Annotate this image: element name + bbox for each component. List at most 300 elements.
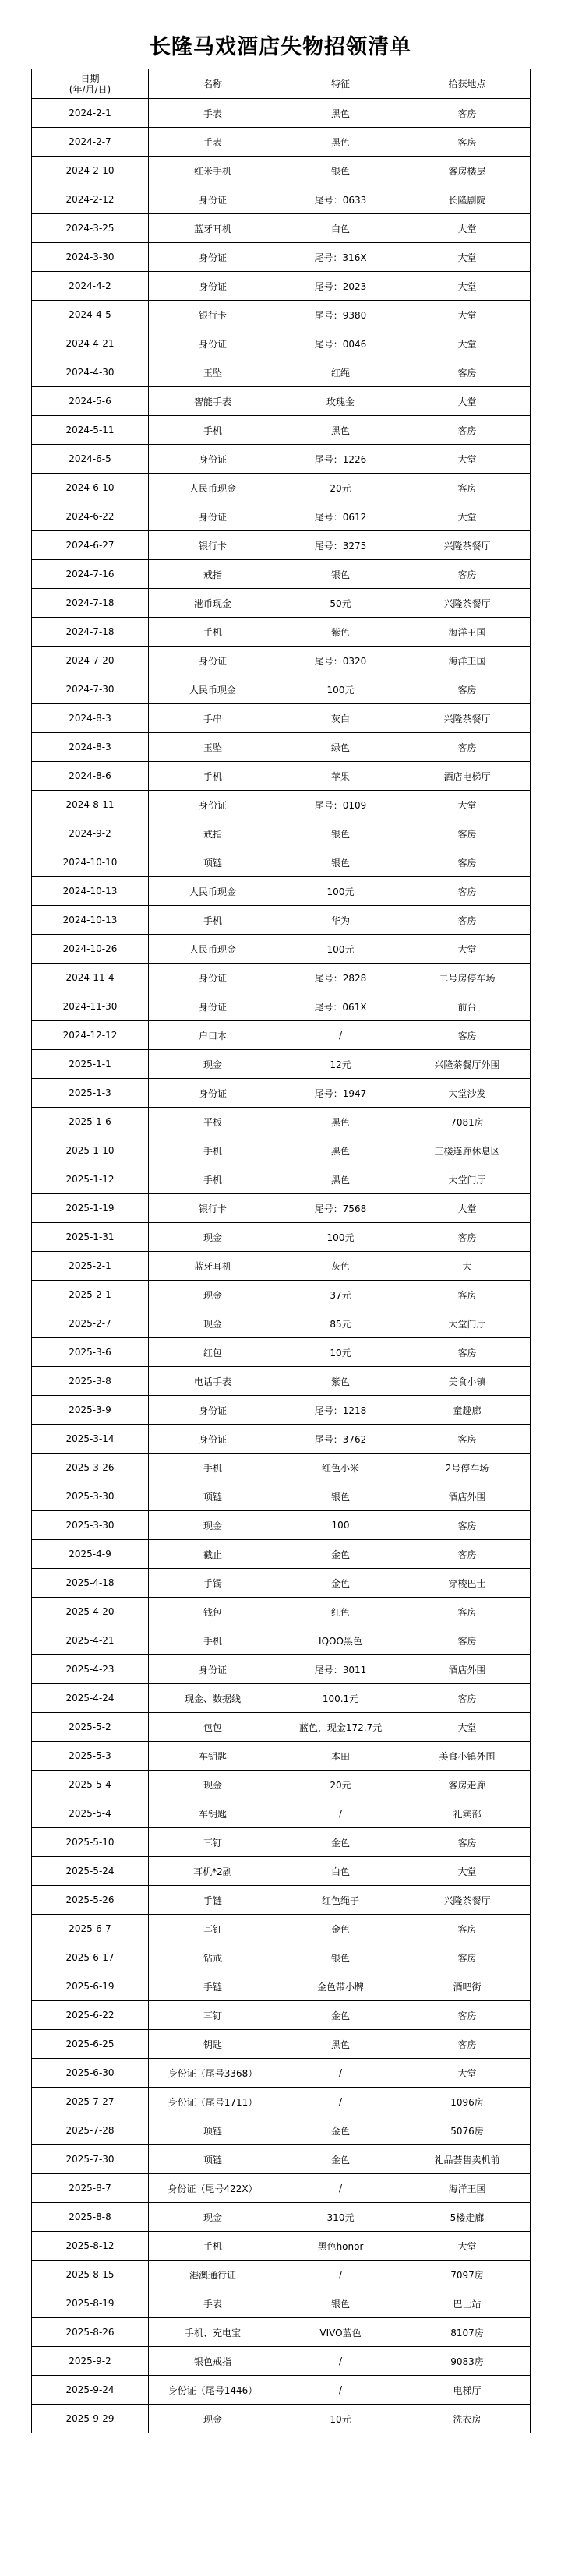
cell-name: 钥匙: [149, 2030, 277, 2059]
cell-feature: /: [277, 2088, 404, 2116]
cell-date: 2025-5-4: [32, 1771, 149, 1799]
cell-location: 巴士站: [404, 2289, 531, 2318]
cell-location: 客房: [404, 358, 531, 387]
table-row: [32, 2088, 531, 2116]
cell-location: 美食小镇: [404, 1367, 531, 1396]
table-row: [32, 1828, 531, 1857]
cell-location: 海洋王国: [404, 618, 531, 647]
cell-location: 二号房停车场: [404, 964, 531, 992]
table-row: [32, 1194, 531, 1223]
cell-location: 礼品荟售卖机前: [404, 2145, 531, 2174]
cell-feature: 50元: [277, 589, 404, 618]
cell-date: 2025-3-30: [32, 1482, 149, 1511]
table-row: [32, 733, 531, 762]
cell-feature: 黑色: [277, 416, 404, 445]
cell-date: 2024-8-11: [32, 791, 149, 819]
cell-feature: 白色: [277, 214, 404, 243]
table-row: [32, 1511, 531, 1540]
cell-feature: 100元: [277, 675, 404, 704]
cell-name: 现金: [149, 1050, 277, 1079]
cell-date: 2025-3-30: [32, 1511, 149, 1540]
cell-location: 客房: [404, 1338, 531, 1367]
table-row: [32, 1742, 531, 1771]
cell-date: 2025-8-19: [32, 2289, 149, 2318]
cell-date: 2025-2-1: [32, 1252, 149, 1281]
cell-location: 客房: [404, 733, 531, 762]
table-row: [32, 1626, 531, 1655]
cell-location: 美食小镇外围: [404, 1742, 531, 1771]
cell-location: 客房: [404, 675, 531, 704]
table-row: [32, 272, 531, 301]
cell-date: 2024-4-21: [32, 329, 149, 358]
cell-feature: 金色: [277, 1569, 404, 1598]
table-row: [32, 474, 531, 502]
cell-date: 2025-8-12: [32, 2232, 149, 2261]
cell-date: 2025-6-19: [32, 1972, 149, 2001]
cell-feature: 银色: [277, 819, 404, 848]
table-row: [32, 1108, 531, 1136]
table-row: [32, 647, 531, 675]
table-row: [32, 1309, 531, 1338]
table-row: [32, 935, 531, 964]
cell-feature: /: [277, 1799, 404, 1828]
cell-name: 身份证: [149, 992, 277, 1021]
table-row: [32, 964, 531, 992]
cell-date: 2025-6-7: [32, 1915, 149, 1943]
cell-location: 大堂: [404, 1857, 531, 1886]
cell-name: 智能手表: [149, 387, 277, 416]
header-location: 拾获地点: [404, 69, 531, 99]
cell-date: 2025-3-9: [32, 1396, 149, 1425]
cell-location: 客房: [404, 99, 531, 128]
cell-location: 大堂: [404, 243, 531, 272]
cell-feature: 尾号：2828: [277, 964, 404, 992]
cell-feature: 金色: [277, 2145, 404, 2174]
cell-feature: 红绳: [277, 358, 404, 387]
cell-location: 9083房: [404, 2347, 531, 2376]
cell-date: 2025-9-24: [32, 2376, 149, 2405]
cell-feature: /: [277, 1021, 404, 1050]
table-row: [32, 157, 531, 185]
cell-date: 2025-1-6: [32, 1108, 149, 1136]
cell-name: 身份证: [149, 502, 277, 531]
cell-date: 2025-5-10: [32, 1828, 149, 1857]
cell-feature: 银色: [277, 560, 404, 589]
cell-date: 2024-6-27: [32, 531, 149, 560]
cell-name: 蓝牙耳机: [149, 1252, 277, 1281]
table-row: [32, 416, 531, 445]
cell-feature: 紫色: [277, 1367, 404, 1396]
table-row: [32, 2318, 531, 2347]
cell-name: 手机: [149, 416, 277, 445]
cell-name: 车钥匙: [149, 1799, 277, 1828]
cell-feature: 100.1元: [277, 1684, 404, 1713]
table-row: [32, 2289, 531, 2318]
cell-name: 项链: [149, 2116, 277, 2145]
cell-location: 5076房: [404, 2116, 531, 2145]
table-row: [32, 589, 531, 618]
cell-feature: 尾号：0633: [277, 185, 404, 214]
table-row: [32, 1223, 531, 1252]
cell-location: 洗衣房: [404, 2405, 531, 2433]
cell-date: 2025-1-10: [32, 1136, 149, 1165]
cell-name: 手机: [149, 906, 277, 935]
cell-date: 2025-3-14: [32, 1425, 149, 1454]
cell-location: 兴隆茶餐厅: [404, 704, 531, 733]
cell-name: 身份证: [149, 1079, 277, 1108]
cell-feature: 10元: [277, 2405, 404, 2433]
cell-date: 2025-2-1: [32, 1281, 149, 1309]
table-row: [32, 2261, 531, 2289]
cell-name: 项链: [149, 2145, 277, 2174]
cell-feature: 尾号：0612: [277, 502, 404, 531]
cell-date: 2025-2-7: [32, 1309, 149, 1338]
cell-name: 手链: [149, 1972, 277, 2001]
cell-date: 2025-4-21: [32, 1626, 149, 1655]
cell-date: 2024-11-4: [32, 964, 149, 992]
cell-name: 戒指: [149, 819, 277, 848]
cell-feature: 红色绳子: [277, 1886, 404, 1915]
cell-name: 人民币现金: [149, 877, 277, 906]
cell-name: 港币现金: [149, 589, 277, 618]
cell-date: 2024-6-22: [32, 502, 149, 531]
table-row: [32, 1252, 531, 1281]
cell-date: 2024-7-18: [32, 618, 149, 647]
cell-date: 2025-7-28: [32, 2116, 149, 2145]
cell-date: 2025-1-31: [32, 1223, 149, 1252]
cell-location: 客房: [404, 1425, 531, 1454]
table-row: [32, 675, 531, 704]
cell-name: 耳机*2副: [149, 1857, 277, 1886]
cell-name: 红米手机: [149, 157, 277, 185]
cell-name: 身份证: [149, 272, 277, 301]
cell-location: 1096房: [404, 2088, 531, 2116]
cell-date: 2025-8-7: [32, 2174, 149, 2203]
cell-name: 钱包: [149, 1598, 277, 1626]
cell-name: 现金: [149, 1223, 277, 1252]
cell-name: 现金: [149, 1511, 277, 1540]
table-header-row: [32, 69, 531, 99]
cell-name: 手机: [149, 1136, 277, 1165]
cell-feature: /: [277, 2376, 404, 2405]
table-row: [32, 1079, 531, 1108]
table-row: [32, 531, 531, 560]
cell-feature: 20元: [277, 1771, 404, 1799]
cell-location: 大堂: [404, 935, 531, 964]
cell-name: 银色戒指: [149, 2347, 277, 2376]
cell-location: 客房: [404, 474, 531, 502]
cell-feature: 灰白: [277, 704, 404, 733]
cell-date: 2025-6-17: [32, 1943, 149, 1972]
cell-date: 2024-4-5: [32, 301, 149, 329]
table-row: [32, 1021, 531, 1050]
cell-feature: /: [277, 2059, 404, 2088]
cell-feature: 尾号：1947: [277, 1079, 404, 1108]
cell-date: 2025-1-1: [32, 1050, 149, 1079]
cell-location: 客房: [404, 128, 531, 157]
cell-feature: 100元: [277, 877, 404, 906]
cell-feature: 尾号：3011: [277, 1655, 404, 1684]
cell-feature: 华为: [277, 906, 404, 935]
table-row: [32, 128, 531, 157]
cell-location: 大堂: [404, 445, 531, 474]
cell-feature: 黑色: [277, 1165, 404, 1194]
cell-date: 2024-10-26: [32, 935, 149, 964]
cell-feature: 银色: [277, 2289, 404, 2318]
cell-location: 客房: [404, 1684, 531, 1713]
cell-date: 2025-8-8: [32, 2203, 149, 2232]
cell-name: 现金、数据线: [149, 1684, 277, 1713]
table-row: [32, 2347, 531, 2376]
cell-feature: 20元: [277, 474, 404, 502]
cell-location: 酒店外围: [404, 1482, 531, 1511]
cell-location: 客房: [404, 1511, 531, 1540]
cell-feature: 黑色: [277, 1136, 404, 1165]
cell-date: 2025-1-3: [32, 1079, 149, 1108]
cell-feature: 金色: [277, 2001, 404, 2030]
table-row: [32, 1050, 531, 1079]
cell-feature: 玫瑰金: [277, 387, 404, 416]
cell-feature: 银色: [277, 157, 404, 185]
cell-name: 现金: [149, 1771, 277, 1799]
cell-name: 手机: [149, 762, 277, 791]
cell-date: 2024-3-25: [32, 214, 149, 243]
cell-location: 兴隆茶餐厅: [404, 1886, 531, 1915]
table-row: [32, 1454, 531, 1482]
cell-feature: VIVO蓝色: [277, 2318, 404, 2347]
table-row: [32, 1598, 531, 1626]
cell-date: 2024-8-3: [32, 704, 149, 733]
cell-feature: 金色带小牌: [277, 1972, 404, 2001]
cell-date: 2024-3-30: [32, 243, 149, 272]
cell-feature: 尾号：2023: [277, 272, 404, 301]
cell-name: 现金: [149, 2203, 277, 2232]
cell-feature: 尾号：7568: [277, 1194, 404, 1223]
cell-name: 截止: [149, 1540, 277, 1569]
cell-location: 前台: [404, 992, 531, 1021]
cell-location: 酒店电梯厅: [404, 762, 531, 791]
cell-location: 客房: [404, 1021, 531, 1050]
cell-name: 身份证: [149, 185, 277, 214]
cell-date: 2025-4-24: [32, 1684, 149, 1713]
cell-location: 三楼连廊休息区: [404, 1136, 531, 1165]
cell-name: 手机: [149, 1626, 277, 1655]
cell-date: 2024-8-6: [32, 762, 149, 791]
cell-location: 大: [404, 1252, 531, 1281]
cell-name: 手表: [149, 2289, 277, 2318]
cell-name: 身份证（尾号1711）: [149, 2088, 277, 2116]
cell-feature: 10元: [277, 1338, 404, 1367]
cell-location: 童趣廊: [404, 1396, 531, 1425]
table-body: [32, 99, 531, 2433]
cell-date: 2024-6-5: [32, 445, 149, 474]
cell-name: 手表: [149, 99, 277, 128]
cell-location: 8107房: [404, 2318, 531, 2347]
table-row: [32, 185, 531, 214]
cell-date: 2025-3-26: [32, 1454, 149, 1482]
table-row: [32, 1367, 531, 1396]
table-row: [32, 1915, 531, 1943]
cell-name: 身份证（尾号422X）: [149, 2174, 277, 2203]
cell-name: 身份证: [149, 791, 277, 819]
cell-feature: 红色: [277, 1598, 404, 1626]
cell-feature: /: [277, 2174, 404, 2203]
cell-feature: 尾号：3275: [277, 531, 404, 560]
table-row: [32, 2001, 531, 2030]
table-row: [32, 2232, 531, 2261]
cell-name: 银行卡: [149, 1194, 277, 1223]
cell-location: 大堂: [404, 1713, 531, 1742]
cell-feature: 本田: [277, 1742, 404, 1771]
cell-name: 现金: [149, 2405, 277, 2433]
cell-name: 人民币现金: [149, 675, 277, 704]
cell-name: 现金: [149, 1281, 277, 1309]
table-row: [32, 791, 531, 819]
cell-location: 客房: [404, 1828, 531, 1857]
table-row: [32, 1338, 531, 1367]
cell-location: 酒吧街: [404, 1972, 531, 2001]
cell-name: 身份证: [149, 964, 277, 992]
cell-feature: 黑色: [277, 1108, 404, 1136]
cell-date: 2025-7-30: [32, 2145, 149, 2174]
cell-date: 2024-10-13: [32, 906, 149, 935]
table-row: [32, 1136, 531, 1165]
cell-feature: 尾号：3762: [277, 1425, 404, 1454]
cell-location: 海洋王国: [404, 2174, 531, 2203]
table-row: [32, 1886, 531, 1915]
cell-feature: 金色: [277, 1828, 404, 1857]
cell-name: 身份证: [149, 1425, 277, 1454]
cell-feature: 37元: [277, 1281, 404, 1309]
cell-location: 海洋王国: [404, 647, 531, 675]
cell-date: 2024-5-11: [32, 416, 149, 445]
cell-date: 2025-4-23: [32, 1655, 149, 1684]
table-row: [32, 1857, 531, 1886]
cell-feature: 灰色: [277, 1252, 404, 1281]
cell-location: 兴隆茶餐厅外围: [404, 1050, 531, 1079]
cell-location: 礼宾部: [404, 1799, 531, 1828]
cell-date: 2024-5-6: [32, 387, 149, 416]
cell-date: 2025-1-12: [32, 1165, 149, 1194]
table-row: [32, 1165, 531, 1194]
cell-location: 大堂: [404, 791, 531, 819]
cell-location: 大堂: [404, 272, 531, 301]
cell-name: 手机、充电宝: [149, 2318, 277, 2347]
cell-name: 手串: [149, 704, 277, 733]
cell-name: 红包: [149, 1338, 277, 1367]
cell-name: 人民币现金: [149, 935, 277, 964]
table-row: [32, 1540, 531, 1569]
cell-location: 大堂门厅: [404, 1165, 531, 1194]
cell-name: 身份证: [149, 647, 277, 675]
cell-name: 身份证（尾号3368）: [149, 2059, 277, 2088]
table-row: [32, 992, 531, 1021]
cell-feature: 12元: [277, 1050, 404, 1079]
table-row: [32, 1281, 531, 1309]
cell-date: 2024-8-3: [32, 733, 149, 762]
cell-feature: 金色: [277, 1540, 404, 1569]
cell-location: 客房: [404, 416, 531, 445]
cell-location: 大堂: [404, 301, 531, 329]
cell-name: 银行卡: [149, 531, 277, 560]
table-row: [32, 445, 531, 474]
cell-date: 2024-9-2: [32, 819, 149, 848]
cell-location: 客房: [404, 2001, 531, 2030]
cell-name: 耳钉: [149, 2001, 277, 2030]
cell-feature: 310元: [277, 2203, 404, 2232]
cell-location: 客房: [404, 1540, 531, 1569]
cell-location: 客房: [404, 877, 531, 906]
cell-date: 2025-6-25: [32, 2030, 149, 2059]
cell-date: 2024-4-30: [32, 358, 149, 387]
cell-date: 2025-6-30: [32, 2059, 149, 2088]
cell-date: 2025-7-27: [32, 2088, 149, 2116]
cell-name: 电话手表: [149, 1367, 277, 1396]
cell-name: 身份证: [149, 445, 277, 474]
cell-name: 项链: [149, 848, 277, 877]
header-date: [32, 69, 149, 99]
cell-name: 手机: [149, 1165, 277, 1194]
cell-date: 2024-7-20: [32, 647, 149, 675]
cell-name: 耳钉: [149, 1828, 277, 1857]
cell-date: 2025-4-9: [32, 1540, 149, 1569]
cell-feature: 黑色honor: [277, 2232, 404, 2261]
table-row: [32, 214, 531, 243]
cell-name: 身份证（尾号1446）: [149, 2376, 277, 2405]
table-row: [32, 1569, 531, 1598]
cell-date: 2024-2-7: [32, 128, 149, 157]
cell-feature: 银色: [277, 848, 404, 877]
cell-date: 2024-2-1: [32, 99, 149, 128]
cell-name: 手表: [149, 128, 277, 157]
cell-feature: 尾号：0109: [277, 791, 404, 819]
cell-date: 2025-3-8: [32, 1367, 149, 1396]
cell-feature: 白色: [277, 1857, 404, 1886]
table-row: [32, 704, 531, 733]
table-row: [32, 1943, 531, 1972]
cell-name: 人民币现金: [149, 474, 277, 502]
header-name: 名称: [149, 69, 277, 99]
cell-name: 身份证: [149, 1655, 277, 1684]
cell-feature: 金色: [277, 1915, 404, 1943]
cell-name: 身份证: [149, 329, 277, 358]
cell-location: 兴隆茶餐厅: [404, 531, 531, 560]
table-row: [32, 2203, 531, 2232]
cell-name: 现金: [149, 1309, 277, 1338]
cell-location: 客房: [404, 1626, 531, 1655]
cell-date: 2025-8-26: [32, 2318, 149, 2347]
cell-location: 大堂: [404, 2232, 531, 2261]
cell-date: 2025-3-6: [32, 1338, 149, 1367]
cell-location: 大堂: [404, 502, 531, 531]
table-row: [32, 819, 531, 848]
cell-feature: 金色: [277, 2116, 404, 2145]
table-row: [32, 301, 531, 329]
cell-date: 2025-8-15: [32, 2261, 149, 2289]
cell-location: 客房: [404, 1281, 531, 1309]
cell-feature: 黑色: [277, 99, 404, 128]
cell-feature: /: [277, 2347, 404, 2376]
table-row: [32, 243, 531, 272]
cell-date: 2025-9-29: [32, 2405, 149, 2433]
cell-name: 户口本: [149, 1021, 277, 1050]
table-row: [32, 2376, 531, 2405]
cell-location: 大堂: [404, 2059, 531, 2088]
table-row: [32, 1655, 531, 1684]
cell-feature: 紫色: [277, 618, 404, 647]
table-row: [32, 387, 531, 416]
cell-location: 客房: [404, 819, 531, 848]
